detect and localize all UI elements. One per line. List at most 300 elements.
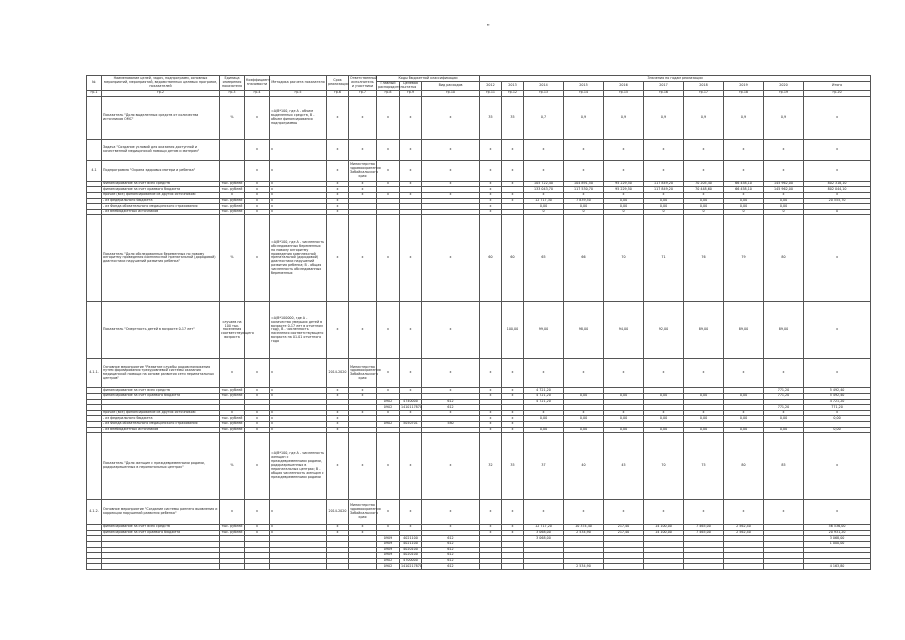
table-cell: х xyxy=(327,530,349,536)
table-cell: х xyxy=(270,359,327,388)
table-cell: х xyxy=(349,215,377,302)
table-cell: 612 xyxy=(422,547,480,553)
table-cell: 1410217870 xyxy=(401,563,422,568)
column-number-cell: гр.5 xyxy=(270,90,327,96)
column-number-cell: гр.13 xyxy=(524,90,564,96)
table-cell: 771,20 xyxy=(804,405,871,411)
table-cell: х xyxy=(245,181,270,187)
table-cell: х xyxy=(422,160,480,181)
table-cell: х xyxy=(684,359,724,388)
table-cell: 105 722,40 xyxy=(524,181,564,187)
row-name-cell: Показатель "Доля женщин с преждевременными родами, родоразрешенных в перинатальных центрах" xyxy=(102,433,220,500)
table-cell: тыс. рублей xyxy=(220,427,245,433)
table-cell: х xyxy=(644,410,684,416)
table-cell: х xyxy=(349,525,377,531)
table-cell: х xyxy=(245,204,270,210)
column-number-cell: гр.18 xyxy=(724,90,764,96)
table-cell: х xyxy=(245,187,270,193)
header-gr: Главный распорядитель xyxy=(378,81,405,89)
table-cell: х xyxy=(724,193,764,199)
table-cell: тыс. рублей xyxy=(220,525,245,531)
table-cell: 71 xyxy=(644,215,684,302)
table-cell: 70 xyxy=(644,433,684,500)
row-name-cell: Подпрограмма "Охрана здоровья матери и ребенка" xyxy=(102,160,220,181)
table-cell xyxy=(220,160,245,181)
column-number-cell: гр.10 xyxy=(422,90,480,96)
table-cell: х xyxy=(764,160,804,181)
table-cell: =A/B*100, где А - численность женщин с преждевременными родами, родоразрешенных в перинатальных центрах; В - общая численность женщин с преждевременными родами xyxy=(270,433,327,500)
table-cell: х xyxy=(327,96,349,139)
table-cell: 0,00 xyxy=(724,198,764,204)
table-cell: х xyxy=(502,359,524,388)
table-cell: 0,00 xyxy=(524,427,564,433)
table-cell: =A/B*100, где А - численность обследованных беременных по новому алгоритму проведения комплексной пренатальной (дородовой) диагностики нарушений развития ребенка; В - общая численность обследованных беременных xyxy=(270,215,327,302)
table-cell: х xyxy=(270,139,327,160)
table-cell: х xyxy=(270,416,327,422)
table-cell: х xyxy=(327,302,349,359)
table-cell: х xyxy=(349,530,377,536)
table-cell: х xyxy=(564,160,604,181)
table-cell: х xyxy=(270,530,327,536)
table-cell: 4020100 xyxy=(400,547,422,553)
table-cell: 0,9 xyxy=(764,96,804,139)
header-method: Методика расчета показателя xyxy=(270,76,327,91)
table-cell: х xyxy=(270,209,327,215)
table-cell: х xyxy=(400,139,422,160)
table-cell: х xyxy=(644,359,684,388)
table-cell: 133 043,70 xyxy=(524,187,564,193)
table-cell: х xyxy=(644,160,684,181)
table-cell: х xyxy=(684,139,724,160)
table-cell: 37 xyxy=(524,433,564,500)
table-cell: 0,00 xyxy=(564,416,604,422)
table-cell: х xyxy=(764,500,804,525)
table-cell: 0,00 xyxy=(604,393,644,399)
table-cell: х xyxy=(422,139,480,160)
row-name-cell: Показатель "Смертность детей в возрасте 0-17 лет" xyxy=(102,302,220,359)
header-name: Наименование целей, задач, подпрограмм, основных мероприятий, мероприятий, ведомственных целевых программ, показателей xyxy=(102,76,220,91)
table-cell: 60 xyxy=(502,215,524,302)
table-cell: 70 448,60 xyxy=(684,187,724,193)
table-cell: х xyxy=(564,359,604,388)
table-cell: х xyxy=(400,160,422,181)
table-cell: 35 xyxy=(502,433,524,500)
table-cell: 1 000,00 xyxy=(804,541,871,547)
table-cell: х xyxy=(644,500,684,525)
table-cell: 0 xyxy=(604,209,644,215)
table-cell: х xyxy=(422,96,480,139)
table-cell: тыс. рублей xyxy=(220,209,245,215)
table-cell: 0,7 xyxy=(524,96,564,139)
table-cell: 40 xyxy=(564,433,604,500)
table-cell: 0,00 xyxy=(764,198,804,204)
table-cell: х xyxy=(245,139,270,160)
table-cell: х xyxy=(644,193,684,199)
table-cell: 0,00 xyxy=(684,393,724,399)
table-cell: 0,00 xyxy=(524,204,564,210)
table-cell: х xyxy=(480,388,502,394)
table-cell: 771,20 xyxy=(764,388,804,394)
table-cell: х xyxy=(422,500,480,525)
table-cell: х xyxy=(245,421,270,427)
table-cell: 0 xyxy=(724,209,764,215)
table-row xyxy=(87,500,871,525)
table-cell: 89,00 xyxy=(764,302,804,359)
table-cell: х xyxy=(502,427,524,433)
table-cell: 0,00 xyxy=(644,416,684,422)
table-cell: х xyxy=(349,410,377,416)
table-cell: 0 xyxy=(764,209,804,215)
table-cell: х xyxy=(377,388,400,394)
table-cell: 0 xyxy=(804,209,871,215)
table-cell: х xyxy=(400,96,422,139)
table-cell: % xyxy=(220,433,245,500)
table-cell: 2014-2020 xyxy=(327,359,349,388)
table-cell: 5050701 xyxy=(400,421,422,427)
table-cell: х xyxy=(377,302,400,359)
row-name-cell: Финансирование за счет всех средств xyxy=(102,181,220,187)
table-cell: х xyxy=(327,181,349,187)
row-name-cell: - из Фонда обязательного медицинского страхования xyxy=(102,204,220,210)
table-cell: 0,9 xyxy=(644,96,684,139)
table-cell xyxy=(87,215,102,302)
table-cell: х xyxy=(764,359,804,388)
header-year: 2013 xyxy=(502,82,524,91)
table-cell: х xyxy=(502,530,524,536)
table-cell: 117 849,20 xyxy=(644,181,684,187)
table-cell: х xyxy=(422,215,480,302)
table-cell: х xyxy=(502,388,524,394)
table-cell: 0 xyxy=(644,209,684,215)
table-cell: х xyxy=(480,410,502,416)
table-cell: х xyxy=(804,500,871,525)
table-cell xyxy=(349,564,377,570)
table-cell: 65 xyxy=(524,215,564,302)
table-cell xyxy=(684,564,724,570)
table-cell: 0909 xyxy=(377,536,400,542)
table-cell: х xyxy=(377,96,400,139)
table-cell: х xyxy=(327,433,349,500)
table-cell: 0,00 xyxy=(604,204,644,210)
table-cell: х xyxy=(377,500,400,525)
table-cell: х xyxy=(349,181,377,187)
row-name-cell: - из федерального бюджета xyxy=(102,198,220,204)
table-cell xyxy=(87,433,102,500)
table-cell: 5 492,40 xyxy=(804,393,871,399)
table-cell: х xyxy=(724,359,764,388)
table-cell: х xyxy=(524,359,564,388)
table-row xyxy=(87,433,871,500)
table-cell: х xyxy=(327,139,349,160)
table-cell: х xyxy=(564,410,604,416)
table-cell: 0,00 xyxy=(604,427,644,433)
table-cell: 0,00 xyxy=(724,393,764,399)
table-cell: х xyxy=(327,209,349,215)
table-cell: х xyxy=(270,410,327,416)
table-cell: 80 xyxy=(724,433,764,500)
table-cell: 612 xyxy=(422,399,480,405)
table-cell xyxy=(644,564,684,570)
table-cell: х xyxy=(684,160,724,181)
table-cell: х xyxy=(270,393,327,399)
table-cell: х xyxy=(480,421,502,427)
table-cell: 104 891,50 xyxy=(564,181,604,187)
table-cell: х xyxy=(270,427,327,433)
table-cell: х xyxy=(804,302,871,359)
table-cell: х xyxy=(245,359,270,388)
table-cell: х xyxy=(724,139,764,160)
table-cell: 0,00 xyxy=(764,204,804,210)
table-cell: х xyxy=(502,500,524,525)
table-cell: 10 374,40 xyxy=(564,525,604,531)
table-cell: х xyxy=(349,96,377,139)
table-cell: 0,00 xyxy=(724,204,764,210)
column-number-cell: гр.6 xyxy=(327,90,349,96)
table-cell: х xyxy=(377,525,400,531)
table-cell: х xyxy=(422,433,480,500)
table-cell: х xyxy=(327,525,349,531)
table-row xyxy=(87,302,871,359)
table-cell: 0,00 xyxy=(724,427,764,433)
table-cell: х xyxy=(400,215,422,302)
table-cell: 802 318,10 xyxy=(804,181,871,187)
table-cell: х xyxy=(400,359,422,388)
column-number-cell: гр.11 xyxy=(480,90,502,96)
table-cell: 0,00 xyxy=(804,416,871,422)
header-year: 2015 xyxy=(564,82,604,91)
table-cell: 2 562,40 xyxy=(724,530,764,536)
header-year-total: Итого xyxy=(804,82,871,91)
table-cell: 4 721,20 xyxy=(524,388,564,394)
row-name-cell: - из Фонда обязательного медицинского страхования xyxy=(102,421,220,427)
table-cell xyxy=(604,564,644,570)
table-cell: х xyxy=(245,525,270,531)
table-cell xyxy=(502,564,524,570)
table-cell: 0,00 xyxy=(644,198,684,204)
table-cell: х xyxy=(564,193,604,199)
table-cell: х xyxy=(245,96,270,139)
table-cell: х xyxy=(564,139,604,160)
table-cell: х xyxy=(502,181,524,187)
table-cell: 0,00 xyxy=(684,198,724,204)
table-row xyxy=(87,215,871,302)
table-cell: 4021100 xyxy=(400,541,422,547)
column-number-cell: гр.16 xyxy=(644,90,684,96)
table-cell: тыс. рублей xyxy=(220,181,245,187)
table-cell: Министерство здравоохранения Забайкальского края xyxy=(349,160,377,181)
table-cell: х xyxy=(377,410,400,416)
table-cell xyxy=(245,564,270,570)
table-cell: 0,00 xyxy=(804,427,871,433)
table-cell: х xyxy=(422,410,480,416)
table-cell: х xyxy=(245,416,270,422)
table-cell: Министерство здравоохранения Забайкальского края xyxy=(349,359,377,388)
table-cell: тыс. рублей xyxy=(220,187,245,193)
table-cell: 45 xyxy=(604,433,644,500)
table-cell: х xyxy=(604,359,644,388)
table-cell: 0,00 xyxy=(644,427,684,433)
table-row xyxy=(87,359,871,388)
table-cell: х xyxy=(270,204,327,210)
table-cell: 89,00 xyxy=(684,302,724,359)
row-name-cell: - из внебюджетных источников xyxy=(102,427,220,433)
table-cell: 0909 xyxy=(377,553,400,559)
table-body xyxy=(87,96,871,569)
header-executor: Ответственный исполнитель и участники xyxy=(349,76,377,91)
table-cell: х xyxy=(270,421,327,427)
table-cell: 4700000 xyxy=(400,558,422,564)
table-cell: х xyxy=(220,500,245,525)
table-cell: х xyxy=(270,187,327,193)
table-cell: 75 xyxy=(684,433,724,500)
table-cell: х xyxy=(245,388,270,394)
table-cell: х xyxy=(764,410,804,416)
column-number-cell: гр.19 xyxy=(764,90,804,96)
table-cell: х xyxy=(349,388,377,394)
table-cell: 0,00 xyxy=(564,204,604,210)
table-cell: х xyxy=(327,388,349,394)
table-cell: 4.1 xyxy=(87,160,102,181)
table-cell: х xyxy=(524,160,564,181)
table-cell: х xyxy=(502,393,524,399)
header-num: № xyxy=(87,76,102,91)
table-cell: х xyxy=(804,410,871,416)
table-cell: х xyxy=(422,193,480,199)
table-cell: 7 465,00 xyxy=(684,530,724,536)
table-cell: х xyxy=(400,181,422,187)
table-cell: 32 xyxy=(480,433,502,500)
table-cell: х xyxy=(400,193,422,199)
table-cell: х xyxy=(270,525,327,531)
row-name-cell: Показатель "Доля выделенных средств от количества источников ОМС" xyxy=(102,96,220,139)
table-cell: х xyxy=(480,160,502,181)
table-cell: х xyxy=(524,500,564,525)
table-header xyxy=(87,76,871,97)
header-year: 2012 xyxy=(480,82,502,91)
table-cell: 217,40 xyxy=(604,530,644,536)
row-name-cell: - из федерального бюджета xyxy=(102,416,220,422)
header-budget-code: Коды бюджетной классификации xyxy=(377,76,480,82)
table-cell xyxy=(764,564,804,570)
header-term: Срок реализации xyxy=(327,76,349,91)
table-cell: х xyxy=(502,193,524,199)
table-cell: 0902 xyxy=(377,558,400,564)
table-cell: 56 536,00 xyxy=(804,525,871,531)
table-cell xyxy=(87,139,102,160)
table-cell: 3 068,00 xyxy=(804,536,871,542)
column-number-cell: гр.9 xyxy=(400,90,422,96)
table-cell: х xyxy=(220,359,245,388)
table-cell: х xyxy=(245,160,270,181)
table-cell: х xyxy=(480,139,502,160)
table-cell: 612 xyxy=(422,564,480,570)
table-cell: х xyxy=(804,359,871,388)
table-cell: 100,00 xyxy=(502,302,524,359)
table-cell: х xyxy=(245,410,270,416)
table-cell: х xyxy=(724,500,764,525)
table-cell: х xyxy=(422,302,480,359)
table-cell: х xyxy=(349,393,377,399)
table-cell: х xyxy=(564,500,604,525)
row-name-cell: прочие (все) финансирование из других источников: xyxy=(102,410,220,416)
table-cell: х xyxy=(377,139,400,160)
table-cell: 14 100,00 xyxy=(644,525,684,531)
table-cell: 0909 xyxy=(377,547,400,553)
table-cell: 70 xyxy=(604,215,644,302)
table-cell: х xyxy=(400,388,422,394)
table-cell: х xyxy=(245,433,270,500)
table-cell: 0,00 xyxy=(604,198,644,204)
column-number-cell: гр.17 xyxy=(684,90,724,96)
table-cell: х xyxy=(724,160,764,181)
table-cell: х xyxy=(400,410,422,416)
row-name-cell: финансирование за счет краевого бюджета xyxy=(102,187,220,193)
table-cell: 145 962,00 xyxy=(764,187,804,193)
table-cell: х xyxy=(804,139,871,160)
row-name-cell: Основное мероприятие "Развитие службы родовспоможения путем формирования трехуровневой системы оказания медицинской помощи на основе развития сети перинатальных центров" xyxy=(102,359,220,388)
row-name-cell: финансирование за счет краевого бюджета xyxy=(102,530,220,536)
page-mark: " xyxy=(487,24,490,31)
table-cell: х xyxy=(804,96,871,139)
table-cell: х xyxy=(245,393,270,399)
table-cell: 771,20 xyxy=(764,393,804,399)
table-cell: х xyxy=(502,139,524,160)
table-cell: х xyxy=(270,160,327,181)
table-cell: 4 721,20 xyxy=(804,399,871,405)
table-cell: 12 717,30 xyxy=(524,198,564,204)
row-name-cell: Основное мероприятие "Создание системы раннего выявления и коррекции нарушений развития ребенка" xyxy=(102,500,220,525)
table-cell: 0 xyxy=(684,209,724,215)
table-cell: х xyxy=(524,193,564,199)
table-cell: 14 100,00 xyxy=(644,530,684,536)
table-cell: 117 530,70 xyxy=(564,187,604,193)
table-cell xyxy=(480,564,502,570)
table-cell: х xyxy=(502,525,524,531)
header-year: 2017 xyxy=(644,82,684,91)
table-row xyxy=(87,160,871,181)
table-cell: 99,00 xyxy=(524,302,564,359)
table-cell: х xyxy=(524,139,564,160)
table-cell: 4020100 xyxy=(400,553,422,559)
table-cell: 0 xyxy=(524,209,564,215)
table-cell: тыс. рублей xyxy=(220,530,245,536)
header-unit: Единица измерения показателя xyxy=(220,76,245,91)
table-cell: 0,00 xyxy=(764,427,804,433)
table-cell xyxy=(87,302,102,359)
table-cell: 0902 xyxy=(377,405,400,411)
table-cell: х xyxy=(422,181,480,187)
table-cell: 612 xyxy=(422,536,480,542)
table-cell: 5 492,40 xyxy=(804,388,871,394)
table-cell: х xyxy=(480,525,502,531)
table-cell: х xyxy=(480,204,502,210)
table-cell: 1410117870 xyxy=(401,404,422,409)
table-cell: х xyxy=(327,160,349,181)
table-cell: х xyxy=(327,204,349,210)
table-cell xyxy=(327,564,349,570)
table-cell xyxy=(220,139,245,160)
table-cell: х xyxy=(804,160,871,181)
table-cell: х xyxy=(349,193,377,199)
table-cell: х xyxy=(245,500,270,525)
table-cell: 0,00 xyxy=(684,427,724,433)
table-row xyxy=(87,564,871,570)
header-cs: Целевая статья xyxy=(400,82,422,91)
table-cell: х xyxy=(480,427,502,433)
table-cell: 70 205,40 xyxy=(684,181,724,187)
table-cell xyxy=(220,564,245,570)
table-cell: х xyxy=(327,421,349,427)
